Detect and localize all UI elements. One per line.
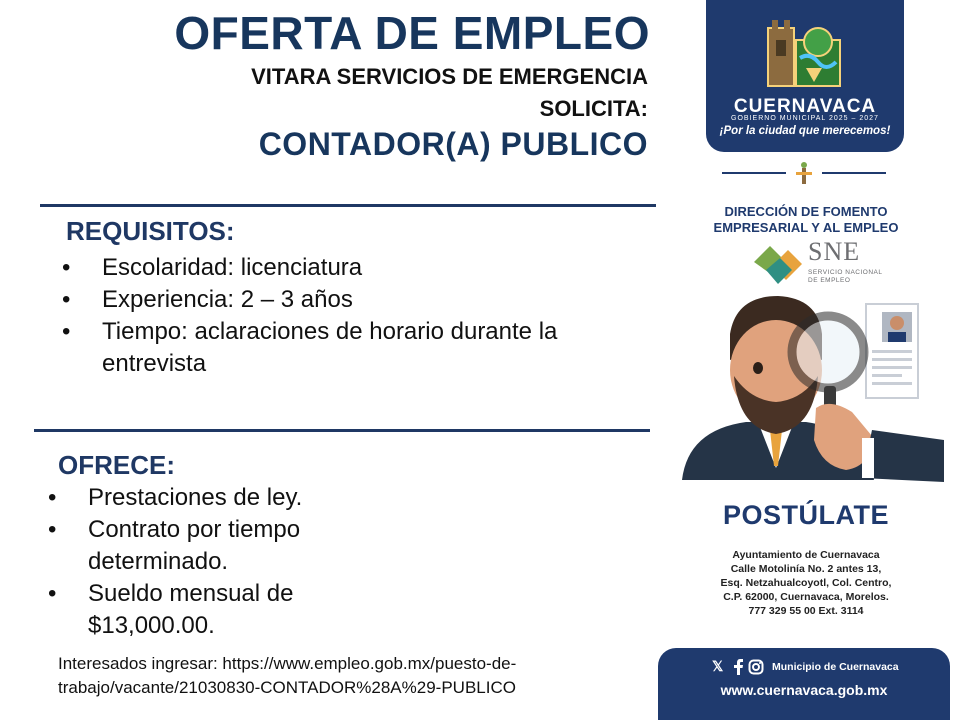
ofrece-list: [46, 482, 336, 642]
apply-call-to-action: POSTÚLATE: [723, 500, 889, 530]
city-name: CUERNAVACA: [733, 96, 877, 117]
list-item: • Sueldo mensual de $13,000.00.: [46, 578, 336, 642]
address-line: Calle Motolinía No. 2 antes 13,: [730, 563, 882, 575]
address-line: 777 329 55 00 Ext. 3114: [748, 605, 864, 617]
requisitos-heading: REQUISITOS:: [66, 216, 235, 246]
divider: [40, 204, 656, 207]
government-period: GOBIERNO MUNICIPAL 2025 – 2027: [731, 115, 879, 122]
address-line: Esq. Netzahualcoyotl, Col. Centro,: [720, 577, 892, 589]
list-item: • Contrato por tiempo determinado.: [46, 514, 336, 578]
divider: [34, 429, 650, 432]
instagram-icon[interactable]: [748, 659, 764, 675]
cuernavaca-coat-of-arms-icon: [766, 18, 844, 94]
department-title: DIRECCIÓN DE FOMENTO EMPRESARIAL Y AL EMPLEO: [713, 204, 899, 235]
divider: [822, 172, 886, 174]
sne-subtitle-line: DE EMPLEO: [808, 277, 851, 284]
sne-subtitle: [808, 269, 882, 285]
address-line: C.P. 62000, Cuernavaca, Morelos.: [723, 591, 889, 603]
list-item: • Escolaridad: licenciatura: [60, 252, 640, 284]
facebook-icon[interactable]: [732, 659, 744, 675]
recruiter-magnifier-illustration: [676, 290, 946, 482]
position-title: CONTADOR(A) PUBLICO: [258, 126, 648, 162]
ofrece-heading: OFRECE:: [58, 450, 175, 480]
list-item: • Prestaciones de ley.: [46, 482, 336, 514]
x-icon[interactable]: 𝕏: [712, 658, 724, 674]
address-block: [690, 548, 922, 618]
list-item: • Experiencia: 2 – 3 años: [60, 284, 640, 316]
sne-handshake-icon: [752, 240, 804, 286]
divider: [722, 172, 786, 174]
application-link-text[interactable]: Interesados ingresar: https://www.empleo.gob.mx/puesto-de-trabajo/vacante/21030830-CONTADOR%28A%29-PUBLICO: [58, 654, 517, 697]
sne-subtitle-line: SERVICIO NACIONAL: [808, 269, 883, 276]
website-link[interactable]: www.cuernavaca.gob.mx: [720, 682, 888, 698]
social-handle: Municipio de Cuernavaca: [772, 661, 899, 673]
company-name: VITARA SERVICIOS DE EMERGENCIA: [251, 64, 648, 89]
solicita-label: SOLICITA:: [539, 96, 648, 121]
address-line: Ayuntamiento de Cuernavaca: [732, 549, 880, 561]
page-title: OFERTA DE EMPLEO: [174, 7, 650, 59]
sne-logo-text: SNE: [808, 237, 861, 266]
list-item: • Tiempo: aclaraciones de horario durante la entrevista: [60, 316, 640, 380]
requisitos-list: [60, 252, 640, 380]
slogan: ¡Por la ciudad que merecemos!: [719, 125, 891, 137]
ornament-icon: [792, 160, 816, 186]
